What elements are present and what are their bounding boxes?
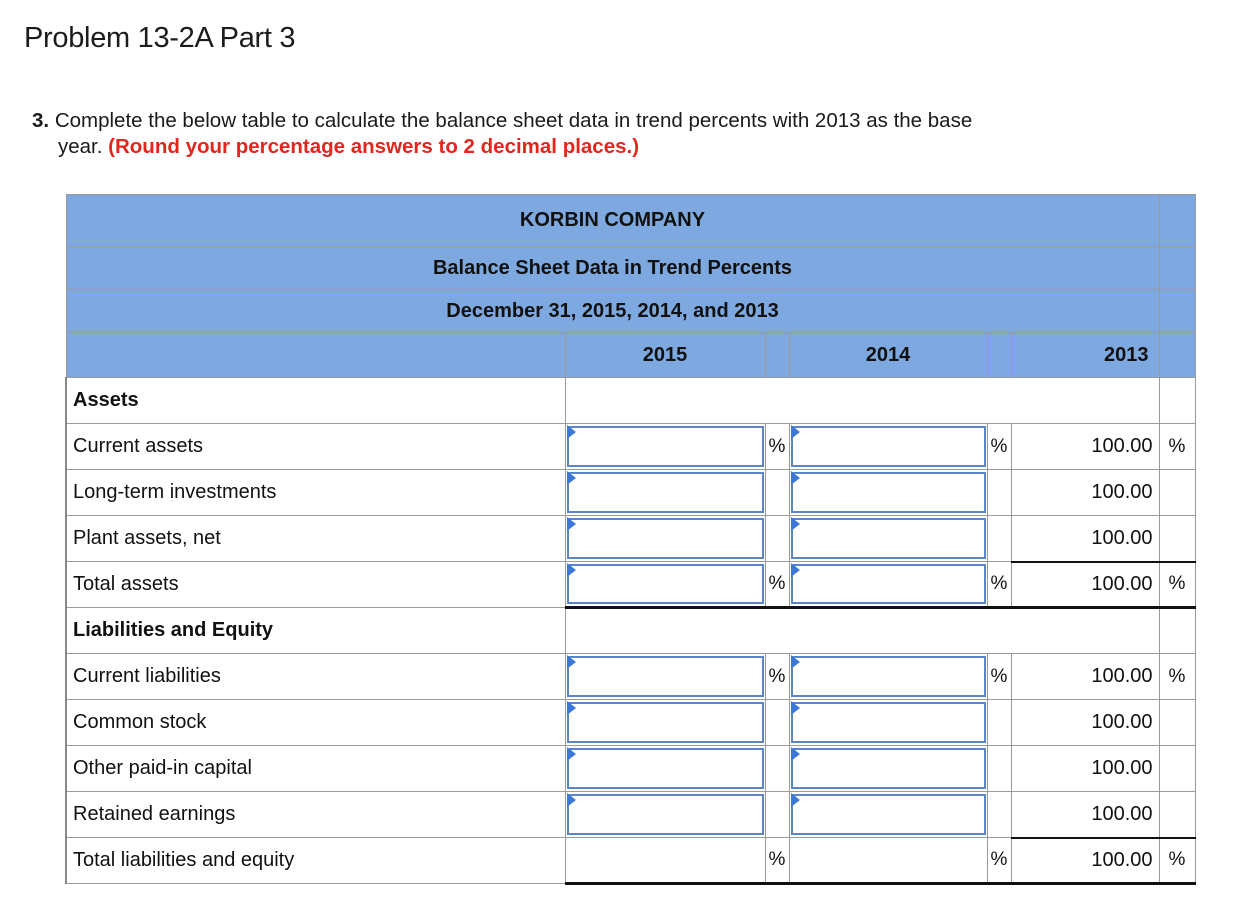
- row-label: Current assets: [66, 424, 565, 470]
- base-value: 100.00: [1011, 516, 1159, 562]
- current-assets-2015-input[interactable]: [565, 424, 765, 470]
- pct-sign: %: [987, 424, 1011, 470]
- year-2014-header: 2014: [789, 333, 987, 378]
- instruction-text-2: year.: [58, 135, 103, 158]
- long-term-investments-2014-input[interactable]: [789, 470, 987, 516]
- pct-sign: %: [765, 424, 789, 470]
- table-row: [66, 838, 1195, 884]
- long-term-investments-2015-input[interactable]: [565, 470, 765, 516]
- row-label: Other paid-in capital: [66, 746, 565, 792]
- table-row: [66, 562, 1195, 608]
- base-value: 100.00: [1011, 838, 1159, 884]
- table-row: [66, 792, 1195, 838]
- base-value: 100.00: [1011, 562, 1159, 608]
- current-assets-2014-input[interactable]: [789, 424, 987, 470]
- current-liabilities-2014-input[interactable]: [789, 654, 987, 700]
- section-liabilities: Liabilities and Equity: [66, 608, 565, 654]
- base-value: 100.00: [1011, 746, 1159, 792]
- instruction-text: Complete the below table to calculate the balance sheet data in trend percents with 2013 as the base: [54, 109, 973, 132]
- table-date: December 31, 2015, 2014, and 2013: [66, 290, 1159, 333]
- row-label: Total assets: [66, 562, 565, 608]
- total-liabilities-2014-cell: [789, 838, 987, 884]
- total-liabilities-2015-cell: [565, 838, 765, 884]
- row-label: Long-term investments: [66, 470, 565, 516]
- current-liabilities-2015-input[interactable]: [565, 654, 765, 700]
- retained-earnings-2014-input[interactable]: [789, 792, 987, 838]
- base-value: 100.00: [1011, 424, 1159, 470]
- table-row: [66, 516, 1195, 562]
- base-value: 100.00: [1011, 470, 1159, 516]
- row-label: Retained earnings: [66, 792, 565, 838]
- pct-sign: %: [987, 838, 1011, 884]
- row-label: Current liabilities: [66, 654, 565, 700]
- pct-sign: %: [765, 654, 789, 700]
- pct-sign: %: [1159, 424, 1195, 470]
- table-row: [66, 654, 1195, 700]
- base-value: 100.00: [1011, 700, 1159, 746]
- total-assets-2014-input[interactable]: [789, 562, 987, 608]
- trend-percent-table: [65, 194, 1196, 885]
- table-subtitle: Balance Sheet Data in Trend Percents: [66, 247, 1159, 290]
- base-value: 100.00: [1011, 654, 1159, 700]
- table-row: [66, 470, 1195, 516]
- table-row: [66, 746, 1195, 792]
- row-label: Total liabilities and equity: [66, 838, 565, 884]
- base-value: 100.00: [1011, 792, 1159, 838]
- pct-sign: %: [765, 562, 789, 608]
- common-stock-2014-input[interactable]: [789, 700, 987, 746]
- section-assets: Assets: [66, 378, 565, 424]
- row-label: Common stock: [66, 700, 565, 746]
- rounding-note: (Round your percentage answers to 2 decimal places.): [108, 135, 640, 158]
- row-label: Plant assets, net: [66, 516, 565, 562]
- pct-sign: %: [1159, 654, 1195, 700]
- table-row: [66, 424, 1195, 470]
- year-2015-header: 2015: [565, 333, 765, 378]
- year-2013-header: 2013: [1011, 333, 1159, 378]
- pct-sign: %: [765, 838, 789, 884]
- common-stock-2015-input[interactable]: [565, 700, 765, 746]
- pct-sign: %: [987, 654, 1011, 700]
- other-paid-in-capital-2015-input[interactable]: [565, 746, 765, 792]
- other-paid-in-capital-2014-input[interactable]: [789, 746, 987, 792]
- pct-sign: %: [987, 562, 1011, 608]
- pct-sign: %: [1159, 838, 1195, 884]
- pct-sign: %: [1159, 562, 1195, 608]
- page-title: Problem 13-2A Part 3: [24, 22, 296, 54]
- plant-assets-2014-input[interactable]: [789, 516, 987, 562]
- total-assets-2015-input[interactable]: [565, 562, 765, 608]
- company-name: KORBIN COMPANY: [66, 195, 1159, 247]
- question-number: 3.: [32, 109, 50, 132]
- table-row: [66, 700, 1195, 746]
- plant-assets-2015-input[interactable]: [565, 516, 765, 562]
- instructions: [32, 108, 1182, 160]
- retained-earnings-2015-input[interactable]: [565, 792, 765, 838]
